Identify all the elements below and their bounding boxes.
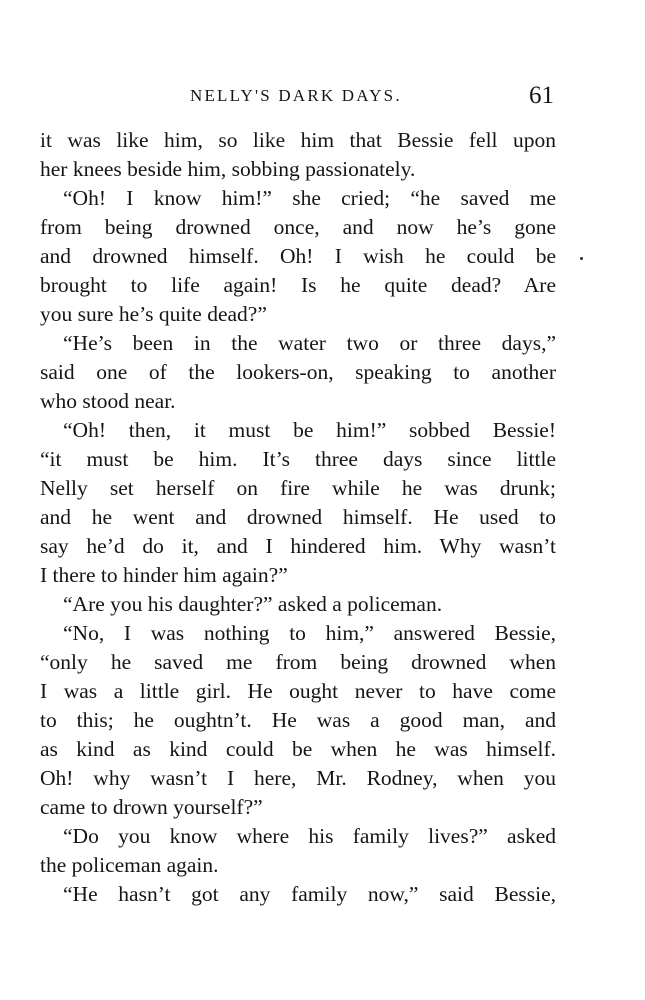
running-header: [40, 84, 556, 114]
text-line: Nelly set herself on fire while he was drunk;: [40, 476, 556, 500]
text-line: “He’s been in the water two or three days,”: [63, 331, 556, 355]
text-line: said one of the lookers-on, speaking to another: [40, 360, 556, 384]
text-line: her knees beside him, sobbing passionately.: [40, 157, 416, 181]
body-text: [40, 126, 556, 909]
running-title: NELLY'S DARK DAYS.: [190, 86, 402, 105]
text-line: who stood near.: [40, 389, 176, 413]
text-line: “Oh! I know him!” she cried; “he saved me: [63, 186, 556, 210]
text-line: I there to hinder him again?”: [40, 563, 288, 587]
text-line: I was a little girl. He ought never to have come: [40, 679, 556, 703]
text-line: “Are you his daughter?” asked a policeman.: [63, 592, 443, 616]
text-line: it was like him, so like him that Bessie fell upon: [40, 128, 556, 152]
text-line: Oh! why wasn’t I here, Mr. Rodney, when you: [40, 766, 556, 790]
text-line: came to drown yourself?”: [40, 795, 263, 819]
text-line: and drowned himself. Oh! I wish he could be: [40, 244, 556, 268]
text-line: to this; he oughtn’t. He was a good man, and: [40, 708, 556, 732]
text-line: say he’d do it, and I hindered him. Why wasn’t: [40, 534, 556, 558]
text-line: “Do you know where his family lives?” asked: [63, 824, 556, 848]
text-line: and he went and drowned himself. He used to: [40, 505, 556, 529]
text-line: “it must be him. It’s three days since little: [40, 447, 556, 471]
text-line: the policeman again.: [40, 853, 219, 877]
text-line: “only he saved me from being drowned when: [40, 650, 556, 674]
text-line: “Oh! then, it must be him!” sobbed Bessie!: [63, 418, 556, 442]
text-line: brought to life again! Is he quite dead? Are: [40, 273, 556, 297]
page-number: 61: [529, 82, 554, 109]
print-speck: [580, 257, 583, 260]
text-line: “No, I was nothing to him,” answered Bessie,: [63, 621, 556, 645]
text-line: “He hasn’t got any family now,” said Bessie,: [63, 882, 556, 906]
text-line: as kind as kind could be when he was himself.: [40, 737, 556, 761]
text-line: you sure he’s quite dead?”: [40, 302, 267, 326]
text-line: from being drowned once, and now he’s gone: [40, 215, 556, 239]
